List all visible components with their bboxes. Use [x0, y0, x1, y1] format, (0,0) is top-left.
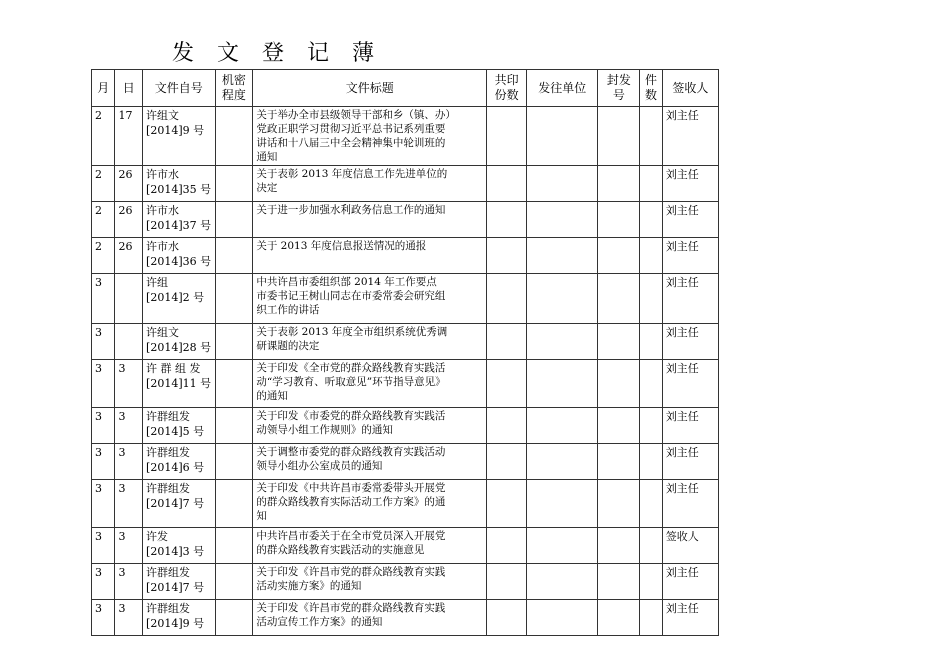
header-destination: 发往单位: [526, 70, 597, 107]
doc-no-cell: [143, 360, 216, 408]
doc-title-line: 通知: [256, 151, 278, 163]
doc-title-cell: [253, 480, 487, 528]
copies-cell: [487, 444, 527, 480]
header-copies: [487, 70, 527, 107]
doc-no-cell: [143, 107, 216, 166]
day-cell: 26: [115, 238, 143, 274]
doc-title-cell: [253, 274, 487, 324]
table-row: [92, 238, 719, 274]
envelope-cell: [598, 360, 640, 408]
header-doc-title: 文件标题: [253, 70, 487, 107]
doc-title-line: 关于印发《市委党的群众路线教育实践活: [256, 410, 446, 422]
doc-title-line: 的通知: [256, 390, 288, 402]
doc-title-line: 关于举办全市县级领导干部和乡（镇、办）: [256, 109, 456, 121]
secrecy-cell: [215, 202, 253, 238]
secrecy-cell: [215, 274, 253, 324]
destination-cell: [526, 274, 597, 324]
destination-cell: [526, 600, 597, 636]
doc-no-cell: [143, 444, 216, 480]
doc-title-cell: [253, 202, 487, 238]
secrecy-cell: [215, 360, 253, 408]
signer-cell: 刘主任: [662, 564, 718, 600]
envelope-cell: [598, 528, 640, 564]
signer-cell: 刘主任: [662, 600, 718, 636]
month-cell: 3: [92, 274, 115, 324]
doc-title-cell: [253, 324, 487, 360]
month-cell: 3: [92, 408, 115, 444]
doc-title-cell: [253, 564, 487, 600]
copies-cell: [487, 238, 527, 274]
month-cell: 2: [92, 166, 115, 202]
doc-no-line: [2014]7 号: [146, 581, 205, 594]
doc-title-line: 关于表彰 2013 年度信息工作先进单位的: [256, 168, 448, 180]
doc-title-line: 党政正职学习贯彻习近平总书记系列重要: [256, 123, 446, 135]
doc-title-line: 研课题的决定: [256, 340, 320, 352]
doc-title-line: 决定: [256, 182, 278, 194]
pieces-cell: [640, 360, 662, 408]
header-doc-no: 文件自号: [143, 70, 216, 107]
envelope-cell: [598, 600, 640, 636]
pieces-cell: [640, 166, 662, 202]
doc-no-cell: [143, 408, 216, 444]
destination-cell: [526, 202, 597, 238]
pieces-cell: [640, 444, 662, 480]
table-row: [92, 444, 719, 480]
doc-title-line: 关于印发《全市党的群众路线教育实践活: [256, 362, 446, 374]
destination-cell: [526, 238, 597, 274]
doc-title-line: 织工作的讲话: [256, 304, 320, 316]
signer-cell: 刘主任: [662, 202, 718, 238]
envelope-cell: [598, 107, 640, 166]
destination-cell: [526, 564, 597, 600]
dispatch-register-table: [91, 69, 719, 636]
doc-no-line: [2014]5 号: [146, 425, 205, 438]
destination-cell: [526, 528, 597, 564]
envelope-cell: [598, 564, 640, 600]
month-cell: 3: [92, 600, 115, 636]
doc-no-line: 许组文: [146, 109, 180, 122]
month-cell: 3: [92, 324, 115, 360]
day-cell: 3: [115, 444, 143, 480]
doc-no-line: 许市水: [146, 204, 180, 217]
doc-no-line: 许市水: [146, 168, 180, 181]
header-envelope: [598, 70, 640, 107]
doc-title-line: 领导小组办公室成员的通知: [256, 460, 383, 472]
doc-title-cell: [253, 600, 487, 636]
doc-no-cell: [143, 528, 216, 564]
doc-no-line: [2014]35 号: [146, 183, 212, 196]
signer-cell: 刘主任: [662, 107, 718, 166]
copies-cell: [487, 107, 527, 166]
table-row: [92, 564, 719, 600]
doc-title-line: 知: [256, 510, 267, 522]
day-cell: 26: [115, 166, 143, 202]
secrecy-cell: [215, 528, 253, 564]
copies-cell: [487, 274, 527, 324]
secrecy-cell: [215, 408, 253, 444]
day-cell: 3: [115, 480, 143, 528]
table-row: [92, 107, 719, 166]
doc-no-line: 许群组发: [146, 566, 191, 579]
signer-cell: 刘主任: [662, 324, 718, 360]
day-cell: [115, 324, 143, 360]
doc-title-cell: [253, 528, 487, 564]
day-cell: 3: [115, 360, 143, 408]
day-cell: 3: [115, 600, 143, 636]
header-signer: 签收人: [662, 70, 718, 107]
month-cell: 2: [92, 202, 115, 238]
doc-title-cell: [253, 166, 487, 202]
month-cell: 2: [92, 107, 115, 166]
copies-cell: [487, 528, 527, 564]
pieces-cell: [640, 600, 662, 636]
doc-no-line: 许 群 组 发: [146, 362, 201, 375]
doc-title-line: 关于印发《许昌市党的群众路线教育实践: [256, 602, 446, 614]
day-cell: 26: [115, 202, 143, 238]
day-cell: 3: [115, 528, 143, 564]
signer-cell: 刘主任: [662, 408, 718, 444]
header-secrecy-line: 程度: [221, 88, 246, 102]
copies-cell: [487, 600, 527, 636]
doc-no-cell: [143, 238, 216, 274]
table-row: [92, 166, 719, 202]
doc-no-line: 许群组发: [146, 482, 191, 495]
pieces-cell: [640, 107, 662, 166]
copies-cell: [487, 564, 527, 600]
page-title: 发 文 登 记 薄: [172, 41, 382, 66]
copies-cell: [487, 324, 527, 360]
doc-no-cell: [143, 324, 216, 360]
day-cell: 3: [115, 408, 143, 444]
destination-cell: [526, 107, 597, 166]
header-copies-line: 份数: [494, 88, 519, 102]
doc-no-line: [2014]6 号: [146, 461, 205, 474]
envelope-cell: [598, 408, 640, 444]
doc-no-line: [2014]9 号: [146, 617, 205, 630]
secrecy-cell: [215, 480, 253, 528]
pieces-cell: [640, 238, 662, 274]
doc-no-line: 许群组发: [146, 410, 191, 423]
doc-title-cell: [253, 238, 487, 274]
doc-title-line: 中共许昌市委组织部 2014 年工作要点: [256, 276, 437, 288]
destination-cell: [526, 444, 597, 480]
doc-title-line: 关于调整市委党的群众路线教育实践活动: [256, 446, 446, 458]
doc-no-line: 许组: [146, 276, 169, 289]
doc-title-line: 的群众路线教育实践活动的实施意见: [256, 544, 425, 556]
secrecy-cell: [215, 238, 253, 274]
doc-no-line: 许市水: [146, 240, 180, 253]
day-cell: [115, 274, 143, 324]
pieces-cell: [640, 528, 662, 564]
table-row: [92, 528, 719, 564]
destination-cell: [526, 408, 597, 444]
doc-title-line: 活动实施方案》的通知: [256, 580, 362, 592]
pieces-cell: [640, 274, 662, 324]
doc-title-cell: [253, 444, 487, 480]
copies-cell: [487, 166, 527, 202]
header-secrecy-line: 机密: [221, 73, 246, 87]
header-envelope-line: 号: [612, 88, 625, 102]
table-row: [92, 274, 719, 324]
table-row: [92, 408, 719, 444]
header-month: 月: [92, 70, 115, 107]
doc-no-line: [2014]9 号: [146, 124, 205, 137]
envelope-cell: [598, 480, 640, 528]
doc-no-cell: [143, 274, 216, 324]
header-secrecy: [215, 70, 253, 107]
month-cell: 2: [92, 238, 115, 274]
doc-title-line: 讲话和十八届三中全会精神集中轮训班的: [256, 137, 446, 149]
pieces-cell: [640, 202, 662, 238]
doc-title-line: 关于印发《许昌市党的群众路线教育实践: [256, 566, 446, 578]
secrecy-cell: [215, 107, 253, 166]
envelope-cell: [598, 444, 640, 480]
doc-no-line: [2014]11 号: [146, 377, 212, 390]
header-pieces: [640, 70, 662, 107]
secrecy-cell: [215, 166, 253, 202]
month-cell: 3: [92, 360, 115, 408]
header-pieces-line: 数: [645, 88, 658, 102]
envelope-cell: [598, 166, 640, 202]
copies-cell: [487, 202, 527, 238]
header-copies-line: 共印: [494, 73, 519, 87]
table-row: [92, 600, 719, 636]
month-cell: 3: [92, 564, 115, 600]
doc-title-line: 的群众路线教育实际活动工作方案》的通: [256, 496, 446, 508]
doc-no-line: [2014]28 号: [146, 341, 212, 354]
envelope-cell: [598, 324, 640, 360]
doc-title-line: 动“学习教育、听取意见”环节指导意见》: [256, 376, 446, 388]
secrecy-cell: [215, 324, 253, 360]
doc-no-line: [2014]37 号: [146, 219, 212, 232]
doc-title-line: 关于进一步加强水利政务信息工作的通知: [256, 204, 446, 216]
doc-title-line: 活动宣传工作方案》的通知: [256, 616, 383, 628]
envelope-cell: [598, 274, 640, 324]
destination-cell: [526, 360, 597, 408]
doc-no-cell: [143, 600, 216, 636]
doc-title-line: 动领导小组工作规则》的通知: [256, 424, 393, 436]
day-cell: 3: [115, 564, 143, 600]
secrecy-cell: [215, 444, 253, 480]
destination-cell: [526, 324, 597, 360]
month-cell: 3: [92, 480, 115, 528]
copies-cell: [487, 408, 527, 444]
doc-no-line: [2014]2 号: [146, 291, 205, 304]
doc-title-line: 关于 2013 年度信息报送情况的通报: [256, 240, 427, 252]
copies-cell: [487, 480, 527, 528]
day-cell: 17: [115, 107, 143, 166]
doc-no-line: [2014]7 号: [146, 497, 205, 510]
doc-no-line: 许群组发: [146, 602, 191, 615]
table-row: [92, 324, 719, 360]
destination-cell: [526, 166, 597, 202]
doc-title-cell: [253, 408, 487, 444]
doc-title-line: 中共许昌市委关于在全市党员深入开展党: [256, 530, 446, 542]
table-row: [92, 360, 719, 408]
signer-cell: 刘主任: [662, 480, 718, 528]
doc-no-cell: [143, 564, 216, 600]
header-pieces-line: 件: [645, 73, 658, 87]
month-cell: 3: [92, 528, 115, 564]
secrecy-cell: [215, 600, 253, 636]
destination-cell: [526, 480, 597, 528]
signer-cell: 刘主任: [662, 238, 718, 274]
doc-title-cell: [253, 107, 487, 166]
envelope-cell: [598, 238, 640, 274]
signer-cell: 刘主任: [662, 274, 718, 324]
pieces-cell: [640, 564, 662, 600]
table-row: [92, 202, 719, 238]
doc-no-line: 许组文: [146, 326, 180, 339]
envelope-cell: [598, 202, 640, 238]
pieces-cell: [640, 408, 662, 444]
signer-cell: 签收人: [662, 528, 718, 564]
pieces-cell: [640, 324, 662, 360]
copies-cell: [487, 360, 527, 408]
header-day: 日: [115, 70, 143, 107]
signer-cell: 刘主任: [662, 166, 718, 202]
doc-no-cell: [143, 480, 216, 528]
signer-cell: 刘主任: [662, 444, 718, 480]
secrecy-cell: [215, 564, 253, 600]
doc-no-line: 许发: [146, 530, 169, 543]
table-row: [92, 480, 719, 528]
doc-title-line: 关于表彰 2013 年度全市组织系统优秀调: [256, 326, 448, 338]
signer-cell: 刘主任: [662, 360, 718, 408]
pieces-cell: [640, 480, 662, 528]
doc-title-line: 市委书记王树山同志在市委常委会研究组: [256, 290, 446, 302]
doc-no-line: 许群组发: [146, 446, 191, 459]
month-cell: 3: [92, 444, 115, 480]
header-row: [92, 70, 719, 107]
header-envelope-line: 封发: [606, 73, 631, 87]
doc-no-cell: [143, 202, 216, 238]
doc-title-cell: [253, 360, 487, 408]
doc-title-line: 关于印发《中共许昌市委常委带头开展党: [256, 482, 446, 494]
doc-no-cell: [143, 166, 216, 202]
doc-no-line: [2014]3 号: [146, 545, 205, 558]
doc-no-line: [2014]36 号: [146, 255, 212, 268]
